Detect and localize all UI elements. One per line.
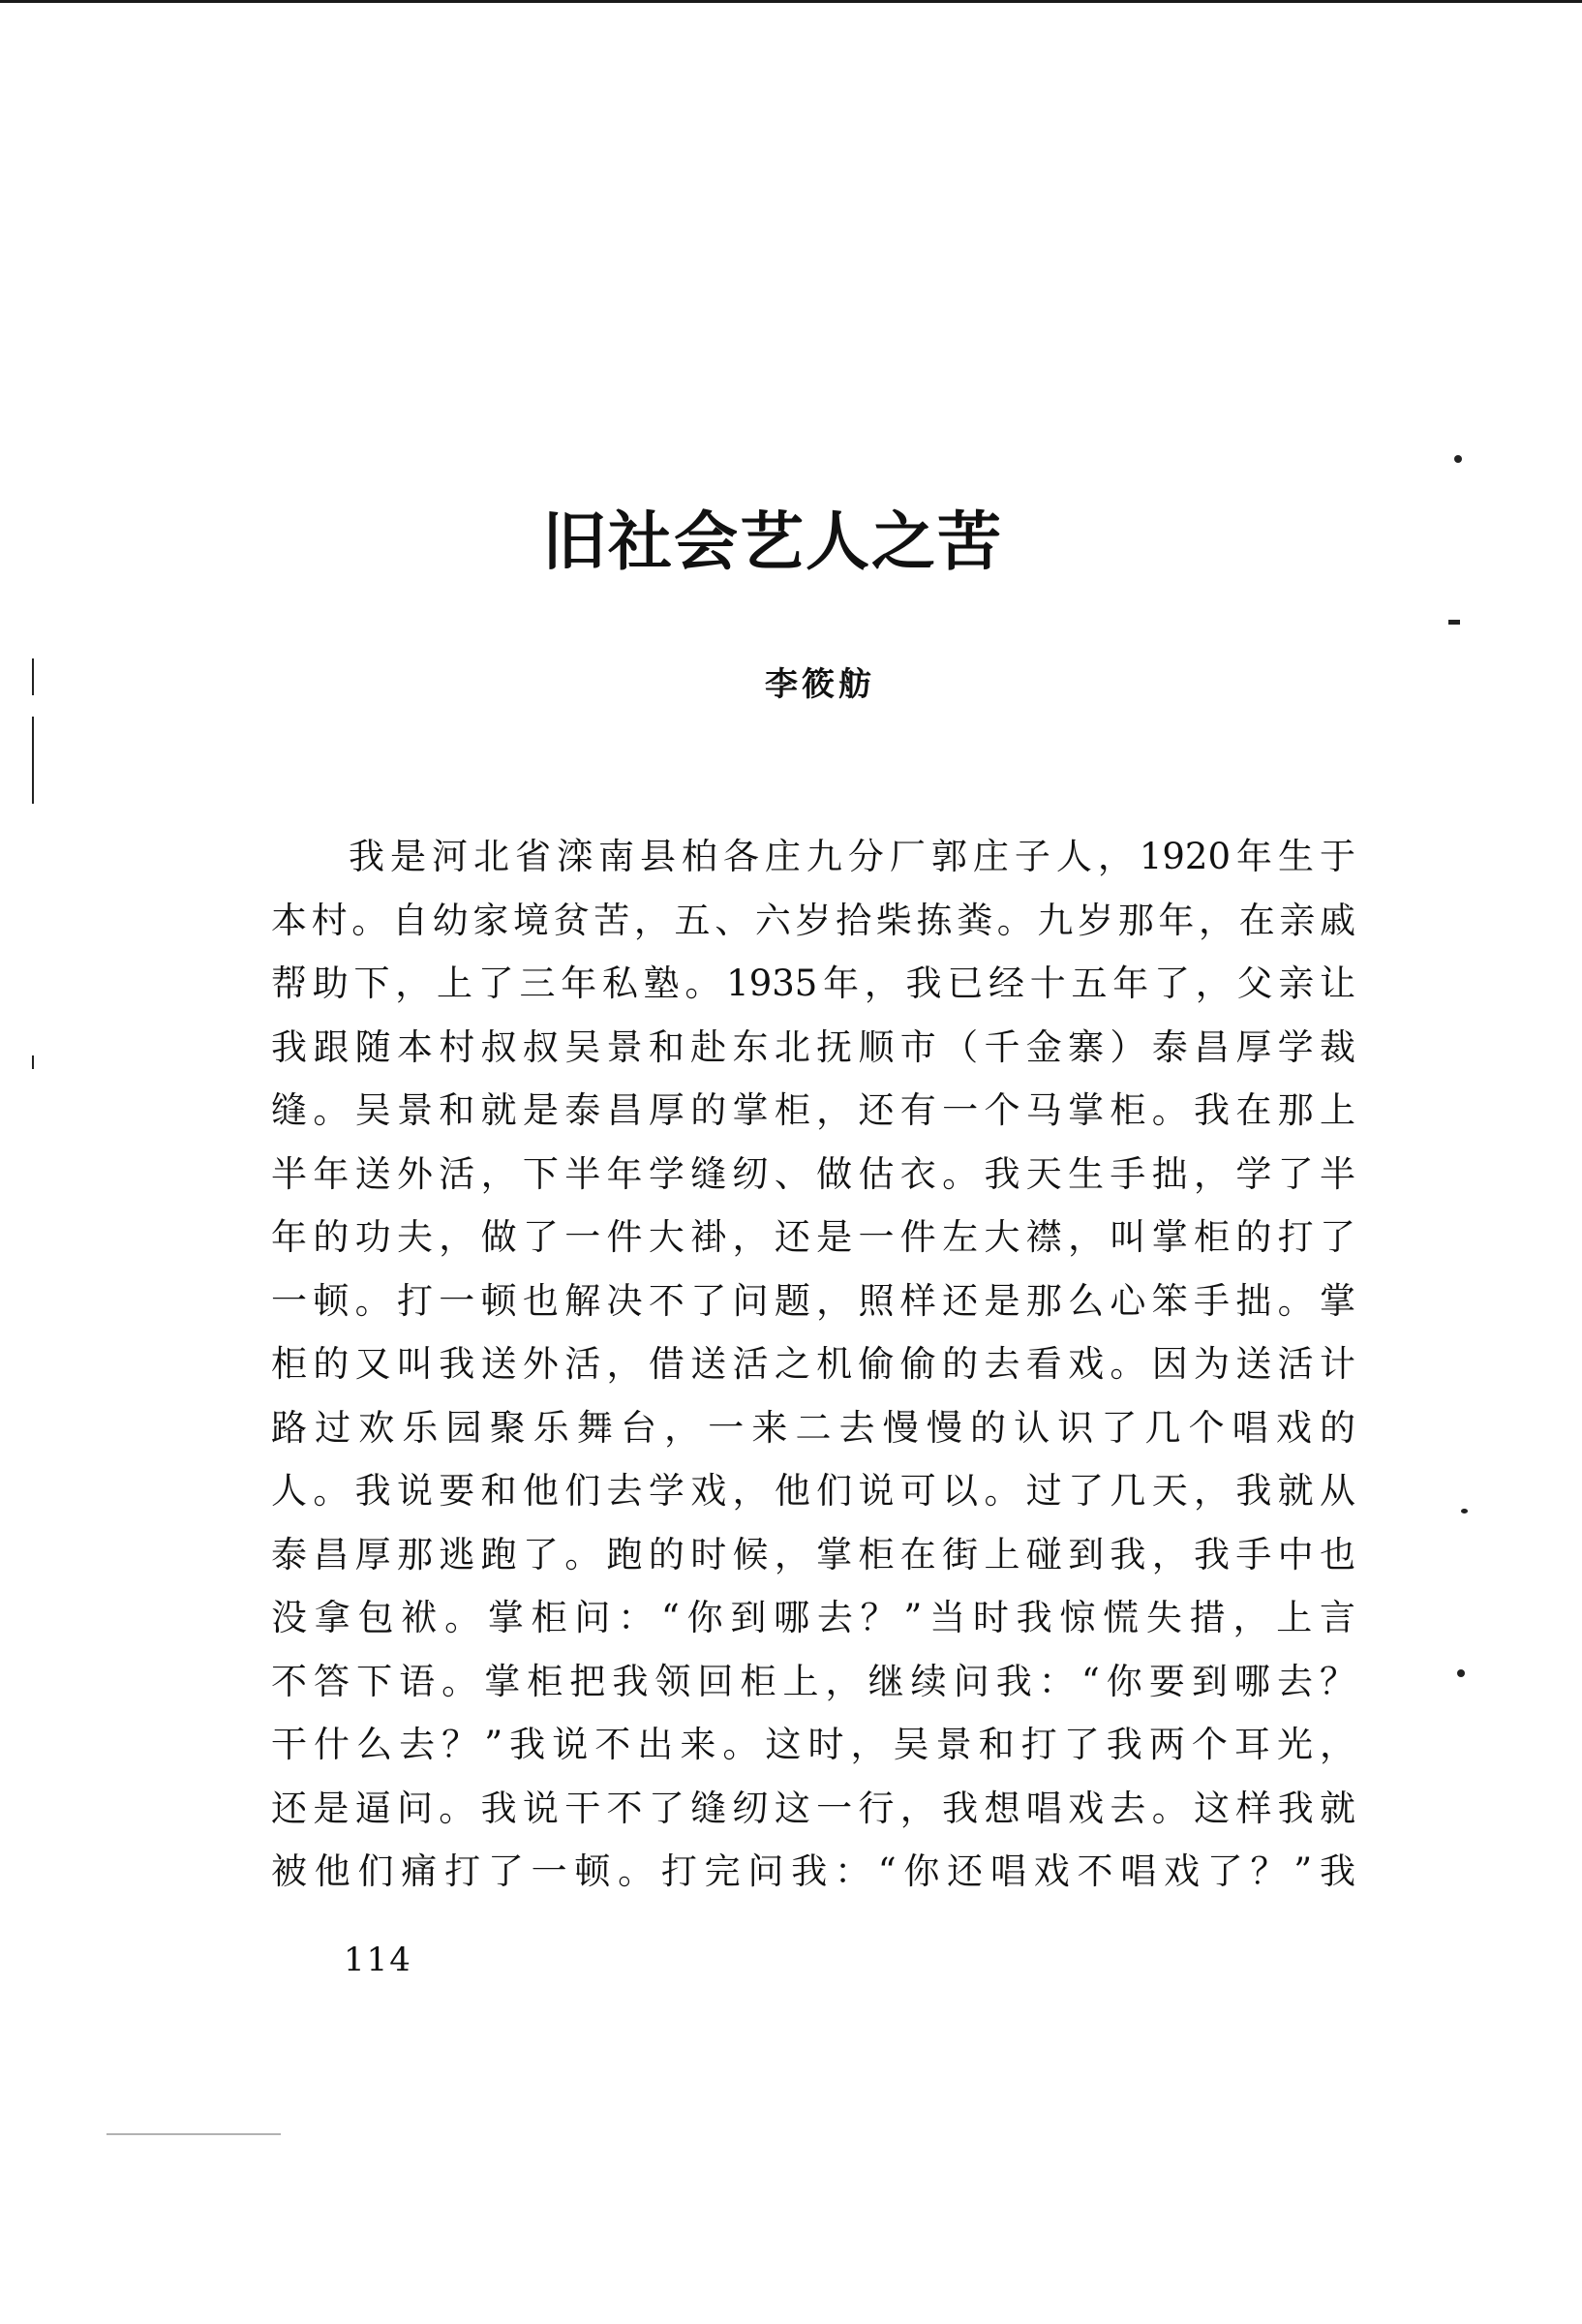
body-line: 干什么去？”我说不出来。这时，吴景和打了我两个耳光，: [271, 1724, 1355, 1765]
body-line: 没拿包袱。掌柜问：“你到哪去？”当时我惊慌失措，上言: [271, 1597, 1355, 1638]
body-line: 我是河北省滦南县柏各庄九分厂郭庄子人，1920年生于: [349, 836, 1355, 877]
body-line: 帮助下，上了三年私塾。1935年，我已经十五年了，父亲让: [271, 963, 1355, 1004]
margin-mark: [106, 2133, 281, 2135]
body-line: 一顿。打一顿也解决不了问题，照样还是那么心笨手拙。掌: [271, 1279, 1355, 1322]
body-line: 泰昌厚那逃跑了。跑的时候，掌柜在街上碰到我，我手中也: [271, 1533, 1355, 1575]
body-line: 不答下语。掌柜把我领回柜上，继续问我：“你要到哪去？: [271, 1660, 1355, 1702]
article-body: [271, 825, 1355, 1904]
scan-speck: [1448, 620, 1460, 625]
page-number: 114: [344, 1941, 412, 1979]
margin-mark: [32, 1055, 34, 1069]
body-line: 被他们痛打了一顿。打完问我：“你还唱戏不唱戏了？”我: [271, 1850, 1355, 1892]
article-author: 李筱舫: [765, 665, 875, 704]
margin-mark: [32, 717, 34, 804]
body-line: 半年送外活，下半年学缝纫、做估衣。我天生手拙，学了半: [271, 1152, 1355, 1195]
body-line: 柜的又叫我送外活，借送活之机偷偷的去看戏。因为送活计: [271, 1343, 1355, 1385]
top-edge-rule: [0, 0, 1582, 3]
body-line: 还是逼问。我说干不了缝纫这一行，我想唱戏去。这样我就: [271, 1787, 1355, 1829]
body-line: 人。我说要和他们去学戏，他们说可以。过了几天，我就从: [271, 1470, 1355, 1512]
body-line: 缝。吴景和就是泰昌厚的掌柜，还有一个马掌柜。我在那上: [271, 1089, 1355, 1131]
body-line: 我跟随本村叔叔吴景和赴东北抚顺市（千金寨）泰昌厚学裁: [271, 1025, 1355, 1068]
body-line: 路过欢乐园聚乐舞台，一来二去慢慢的认识了几个唱戏的: [271, 1406, 1355, 1449]
margin-mark: [32, 658, 34, 695]
scan-speck: [1454, 455, 1462, 463]
scan-speck: [1457, 1669, 1465, 1677]
body-line: 本村。自幼家境贫苦，五、六岁拾柴拣粪。九岁那年，在亲戚: [271, 899, 1355, 941]
article-title: 旧社会艺人之苦: [542, 505, 1003, 579]
body-line: 年的功夫，做了一件大褂，还是一件左大襟，叫掌柜的打了: [271, 1216, 1355, 1258]
scan-speck: [1461, 1509, 1468, 1514]
